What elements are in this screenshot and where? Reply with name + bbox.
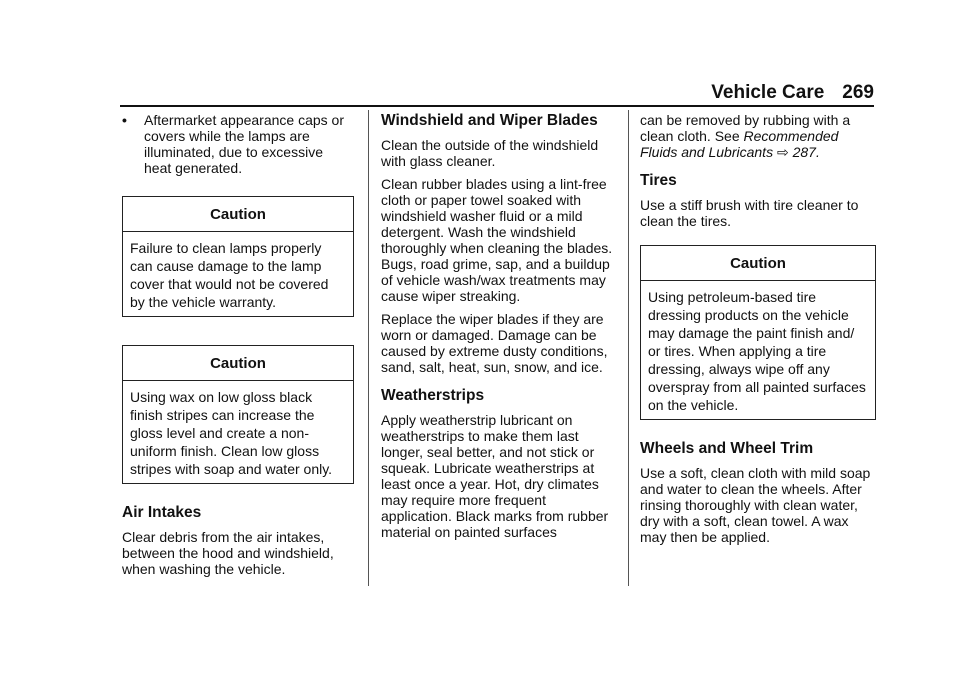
caution-body: Using petroleum-based tire dressing products on the vehicle may damage the paint finish and/ or tires. When applying a tire dressing, always wipe off any overspray from all painted surfaces on the vehicle. — [648, 289, 866, 413]
section-title: Vehicle Care — [711, 82, 825, 103]
caution-body: Failure to clean lamps properly can cause damage to the lamp cover that would not be covered by the vehicle warranty. — [130, 240, 329, 310]
cross-reference-page[interactable]: 287. — [792, 144, 820, 160]
caution-box — [640, 245, 876, 420]
tires-text: Use a stiff brush with tire cleaner to clean the tires. — [640, 197, 859, 229]
column-3 — [640, 112, 876, 545]
windshield-p1: Clean the outside of the windshield with glass cleaner. — [381, 137, 599, 169]
caution-title: Caution — [123, 197, 353, 232]
continuation-text: can be removed by rubbing with a clean cloth. See Recommended Fluids and Lubricants ⇨ 287. — [640, 112, 851, 160]
caution-body: Using wax on low gloss black finish stripes can increase the gloss level and create a non-uniform finish. Clean low gloss stripes with soap and water only. — [130, 389, 333, 477]
bullet-icon: • — [122, 112, 127, 128]
bullet-text: Aftermarket appearance caps or covers while the lamps are illuminated, due to excessive heat generated. — [144, 112, 344, 176]
page-ref-icon: ⇨ — [776, 144, 789, 160]
caution-box — [122, 196, 354, 317]
caution-title: Caution — [641, 246, 875, 281]
column-divider — [628, 110, 629, 586]
heading-wheels: Wheels and Wheel Trim — [640, 440, 814, 457]
cross-reference-link[interactable]: Recommended Fluids and Lubricants — [640, 128, 839, 160]
wheels-text: Use a soft, clean cloth with mild soap and water to clean the wheels. After rinsing thoroughly with clean water, dry with a soft, clean towel. A wax may then be applied. — [640, 465, 871, 545]
heading-windshield: Windshield and Wiper Blades — [381, 112, 598, 129]
windshield-p2: Clean rubber blades using a lint-free cloth or paper towel soaked with windshield washer fluid or a mild detergent. Wash the windshield thoroughly when cleaning the blades. Bugs, road grime, sap, and a buildup of vehicle wash/wax treatments may cause wiper streaking. — [381, 176, 613, 304]
caution-title: Caution — [123, 346, 353, 381]
heading-weatherstrips: Weatherstrips — [381, 387, 485, 404]
column-2 — [381, 112, 615, 540]
windshield-p3: Replace the wiper blades if they are worn or damaged. Damage can be caused by extreme dusty conditions, sand, salt, heat, sun, snow, and ice. — [381, 311, 608, 375]
weatherstrips-text: Apply weatherstrip lubricant on weatherstrips to make them last longer, seal better, and not stick or squeak. Lubricate weatherstrips at least once a year. Hot, dry climates may require more frequent application. Black marks from rubber material on painted surfaces — [381, 412, 609, 540]
heading-air-intakes: Air Intakes — [122, 504, 202, 521]
caution-box — [122, 345, 354, 484]
column-divider — [368, 110, 369, 586]
heading-tires: Tires — [640, 172, 677, 189]
page-header — [711, 82, 874, 104]
page-number: 269 — [842, 82, 874, 103]
header-rule — [120, 105, 874, 107]
column-1 — [122, 112, 354, 577]
bullet-item — [122, 112, 354, 176]
air-intakes-text: Clear debris from the air intakes, between the hood and windshield, when washing the vehicle. — [122, 529, 334, 577]
